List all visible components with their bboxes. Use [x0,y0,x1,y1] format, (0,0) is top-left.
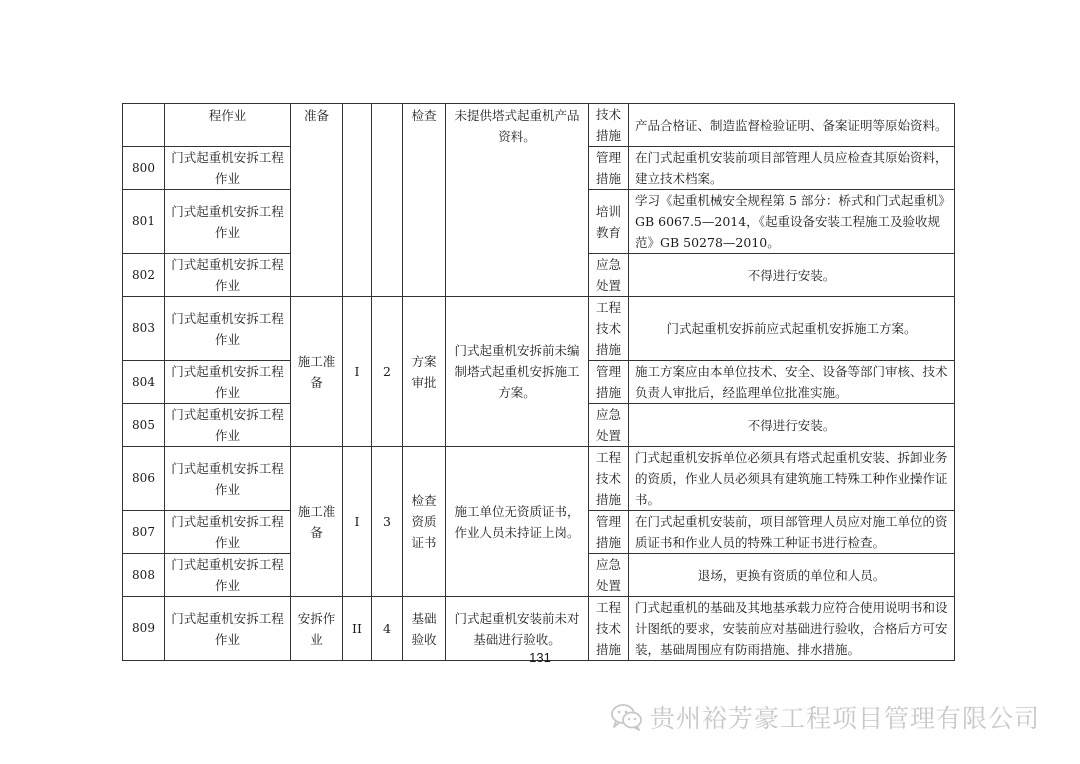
project-cell: 门式起重机安拆工程作业 [165,147,291,190]
measure-cell: 不得进行安装。 [629,404,955,447]
hazard-cell: 未提供塔式起重机产品资料。 [446,104,589,297]
seq-cell: 4 [372,597,403,661]
category-cell: 方案审批 [403,297,446,447]
measure-type-cell: 应急处置 [589,554,629,597]
project-cell: 门式起重机安拆工程作业 [165,404,291,447]
row-number: 807 [123,511,165,554]
row-number: 806 [123,447,165,511]
level-cell: I [343,297,372,447]
row-number: 803 [123,297,165,361]
level-cell [343,104,372,297]
project-cell: 门式起重机安拆工程作业 [165,511,291,554]
stage-cell: 安拆作业 [291,597,343,661]
measure-cell: 在门式起重机安装前项目部管理人员应检查其原始资料，建立技术档案。 [629,147,955,190]
row-number: 809 [123,597,165,661]
project-cell: 门式起重机安拆工程作业 [165,254,291,297]
row-number: 808 [123,554,165,597]
category-cell: 检查资质证书 [403,447,446,597]
row-number: 802 [123,254,165,297]
page-number: 131 [529,650,551,665]
measure-type-cell: 管理措施 [589,361,629,404]
measure-cell: 学习《起重机械安全规程第 5 部分：桥式和门式起重机》GB 6067.5—2014，《起重设备安装工程施工及验收规范》GB 50278—2010。 [629,190,955,254]
measure-type-cell: 工程技术措施 [589,597,629,661]
measure-type-cell: 应急处置 [589,404,629,447]
measure-type-cell: 工程技术措施 [589,297,629,361]
table-row [123,104,955,147]
row-number: 804 [123,361,165,404]
measure-type-cell: 技术措施 [589,104,629,147]
hazard-measures-table [122,103,955,661]
measure-type-cell: 工程技术措施 [589,447,629,511]
row-number [123,104,165,147]
project-cell: 门式起重机安拆工程作业 [165,190,291,254]
hazard-cell: 施工单位无资质证书，作业人员未持证上岗。 [446,447,589,597]
project-cell: 门式起重机安拆工程作业 [165,447,291,511]
measure-type-cell: 培训教育 [589,190,629,254]
measure-cell: 门式起重机安拆前应式起重机安拆施工方案。 [629,297,955,361]
hazard-cell: 门式起重机安装前未对基础进行验收。 [446,597,589,661]
seq-cell [372,104,403,297]
level-cell: II [343,597,372,661]
wechat-icon [610,703,644,731]
measure-cell: 退场，更换有资质的单位和人员。 [629,554,955,597]
watermark [610,700,1040,734]
category-cell: 基础验收 [403,597,446,661]
project-cell: 门式起重机安拆工程作业 [165,597,291,661]
table-row [123,447,955,511]
measure-cell: 产品合格证、制造监督检验证明、备案证明等原始资料。 [629,104,955,147]
measure-type-cell: 应急处置 [589,254,629,297]
project-cell: 门式起重机安拆工程作业 [165,297,291,361]
stage-cell: 施工准备 [291,447,343,597]
hazard-cell: 门式起重机安拆前未编制塔式起重机安拆施工方案。 [446,297,589,447]
project-cell: 门式起重机安拆工程作业 [165,361,291,404]
row-number: 801 [123,190,165,254]
measure-type-cell: 管理措施 [589,511,629,554]
measure-cell: 不得进行安装。 [629,254,955,297]
category-cell: 检查 [403,104,446,297]
project-cell: 门式起重机安拆工程作业 [165,554,291,597]
watermark-text: 贵州裕芳豪工程项目管理有限公司 [650,704,1041,733]
measure-cell: 门式起重机的基础及其地基承载力应符合使用说明书和设计图纸的要求，安装前应对基础进行验收，合格后方可安装，基础周围应有防雨措施、排水措施。 [629,597,955,661]
level-cell: I [343,447,372,597]
row-number: 805 [123,404,165,447]
stage-cell: 施工准备 [291,297,343,447]
table-row [123,297,955,361]
measure-cell: 门式起重机安拆单位必须具有塔式起重机安装、拆卸业务的资质，作业人员必须具有建筑施工特殊工种作业操作证书。 [629,447,955,511]
seq-cell: 3 [372,447,403,597]
seq-cell: 2 [372,297,403,447]
project-cell: 程作业 [165,104,291,147]
stage-cell: 准备 [291,104,343,297]
measure-type-cell: 管理措施 [589,147,629,190]
measure-cell: 在门式起重机安装前，项目部管理人员应对施工单位的资质证书和作业人员的特殊工种证书进行检查。 [629,511,955,554]
row-number: 800 [123,147,165,190]
measure-cell: 施工方案应由本单位技术、安全、设备等部门审核、技术负责人审批后，经监理单位批准实施。 [629,361,955,404]
